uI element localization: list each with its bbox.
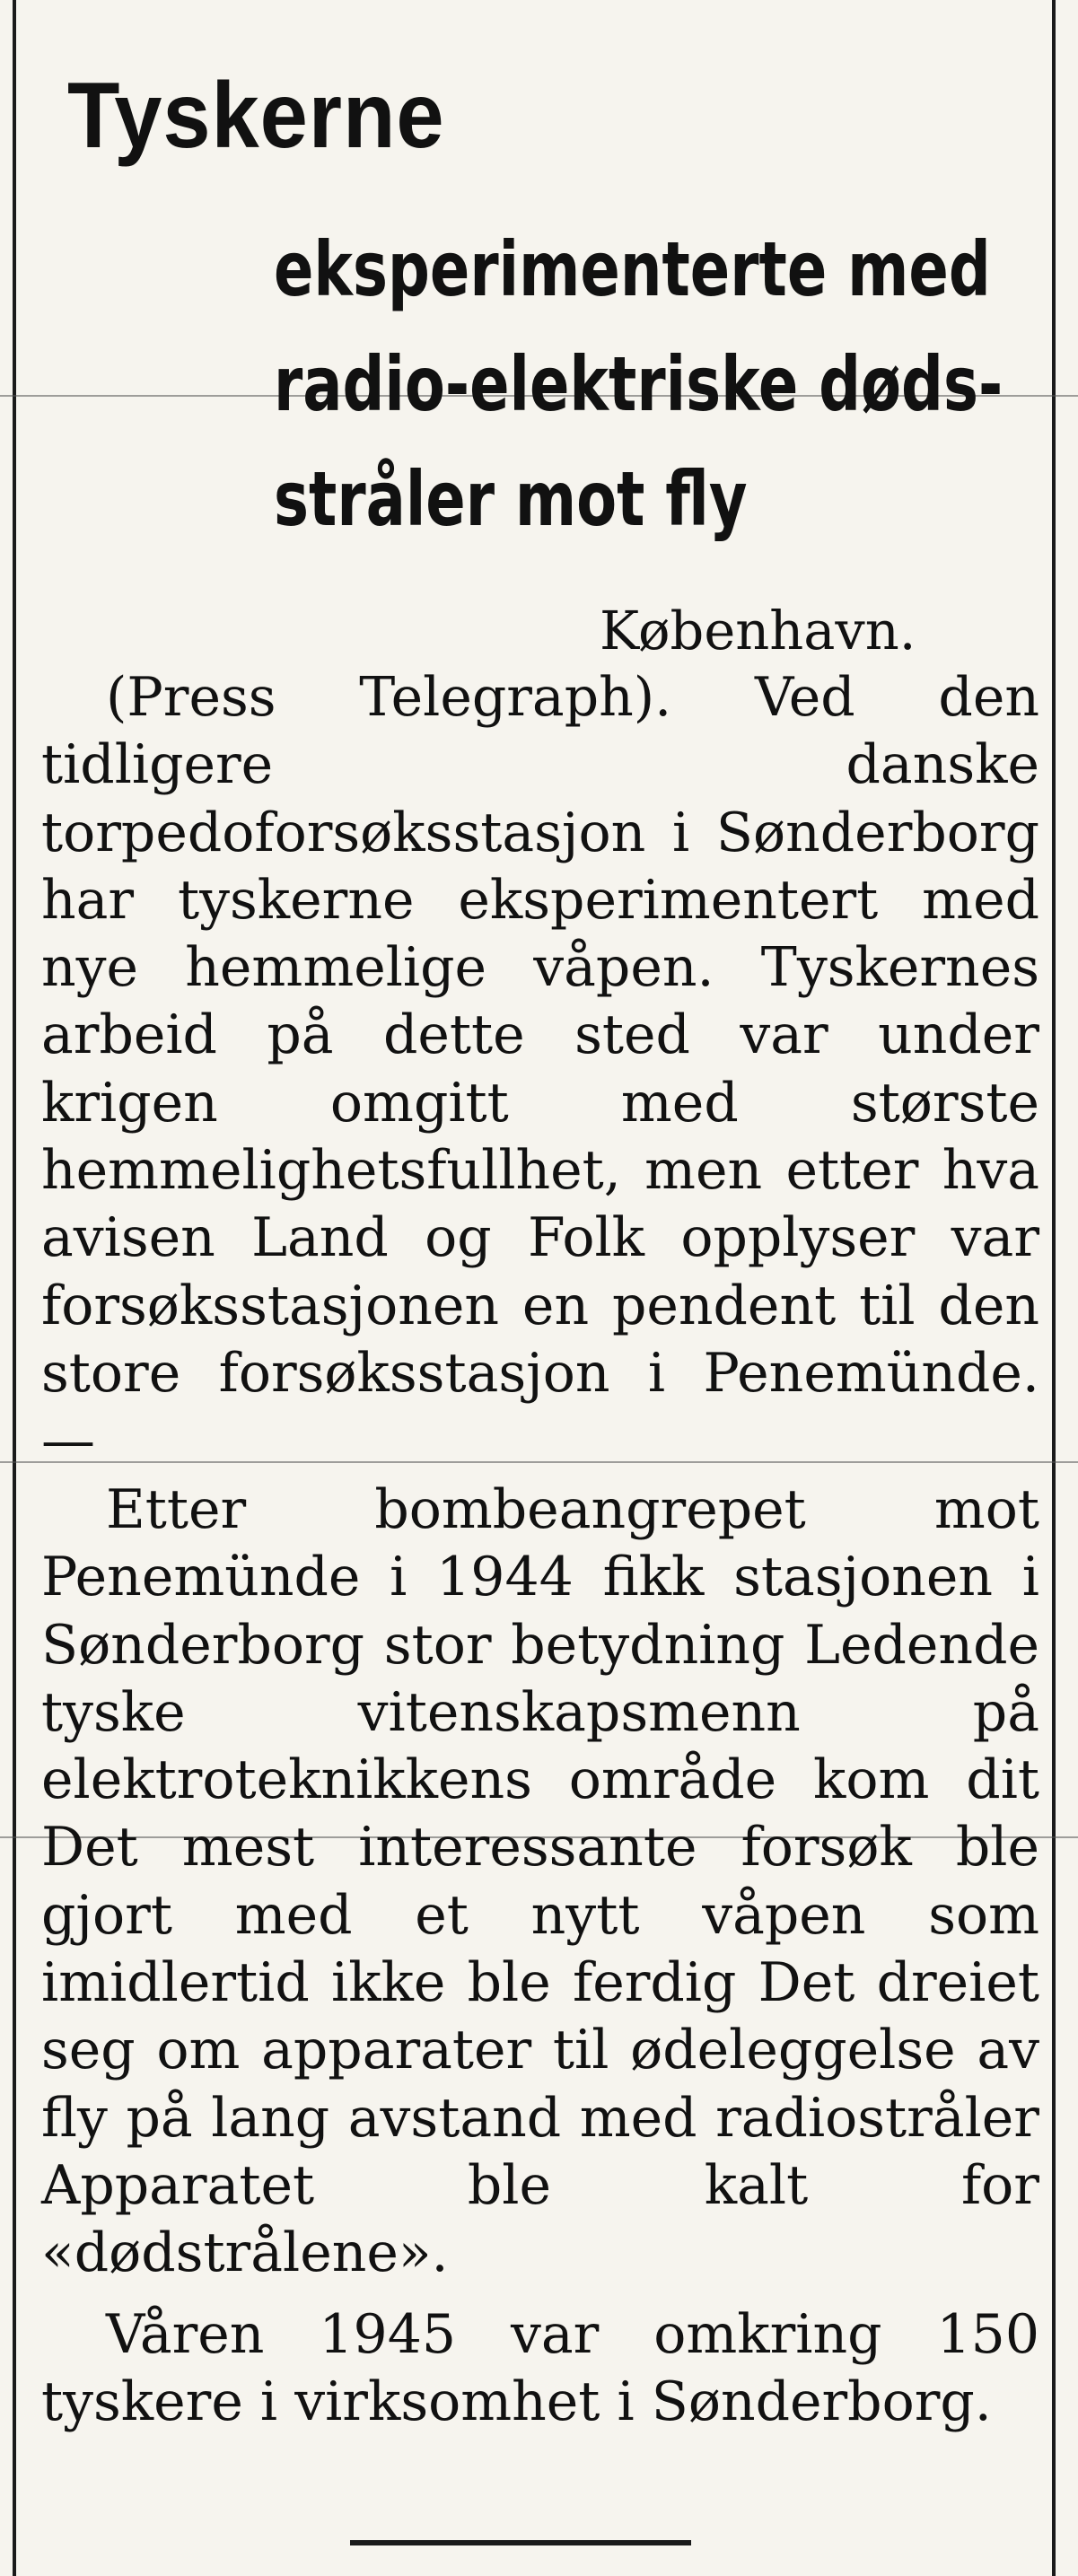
column-border-left (13, 0, 16, 2576)
subheadline-line: stråler mot fly (274, 455, 748, 543)
body-paragraph: (Press Telegraph). Ved den tidligere danske torpedoforsøksstasjon i Sønderborg har tyskerne eksperimentert med nye hemmelige våpen. Tyskernes arbeid på dette sted var under krigen omgitt med største hemmelighetsfullhet, men etter hva avisen Land og Folk opplyser var forsøksstasjonen en pendent til den store forsøksstasjon i Penemünde. — (41, 666, 1039, 1473)
column-border-right (1052, 0, 1056, 2576)
subheadline-line: eksperimenterte med (274, 225, 991, 313)
end-rule (350, 2540, 691, 2545)
subheadline-line: radio-elektriske døds- (274, 340, 1004, 428)
body-paragraph: Etter bombeangrepet mot Penemünde i 1944 fikk stasjonen i Sønderborg stor betydning Ledende tyske vitenskapsmenn på elektroteknikkens område kom dit Det mest interessante forsøk ble gjort med et nytt våpen som imidlertid ikke ble ferdig Det dreiet seg om apparater til ødeleggelse av fly på lang avstand med radiostråler Apparatet ble kalt for «dødstrålene». (41, 1478, 1039, 2285)
headline: Tyskerne (67, 64, 445, 168)
body-paragraph: Våren 1945 var omkring 150 tyskere i virksomhet i Sønderborg. (41, 2303, 1039, 2434)
dateline: København. (600, 600, 916, 662)
